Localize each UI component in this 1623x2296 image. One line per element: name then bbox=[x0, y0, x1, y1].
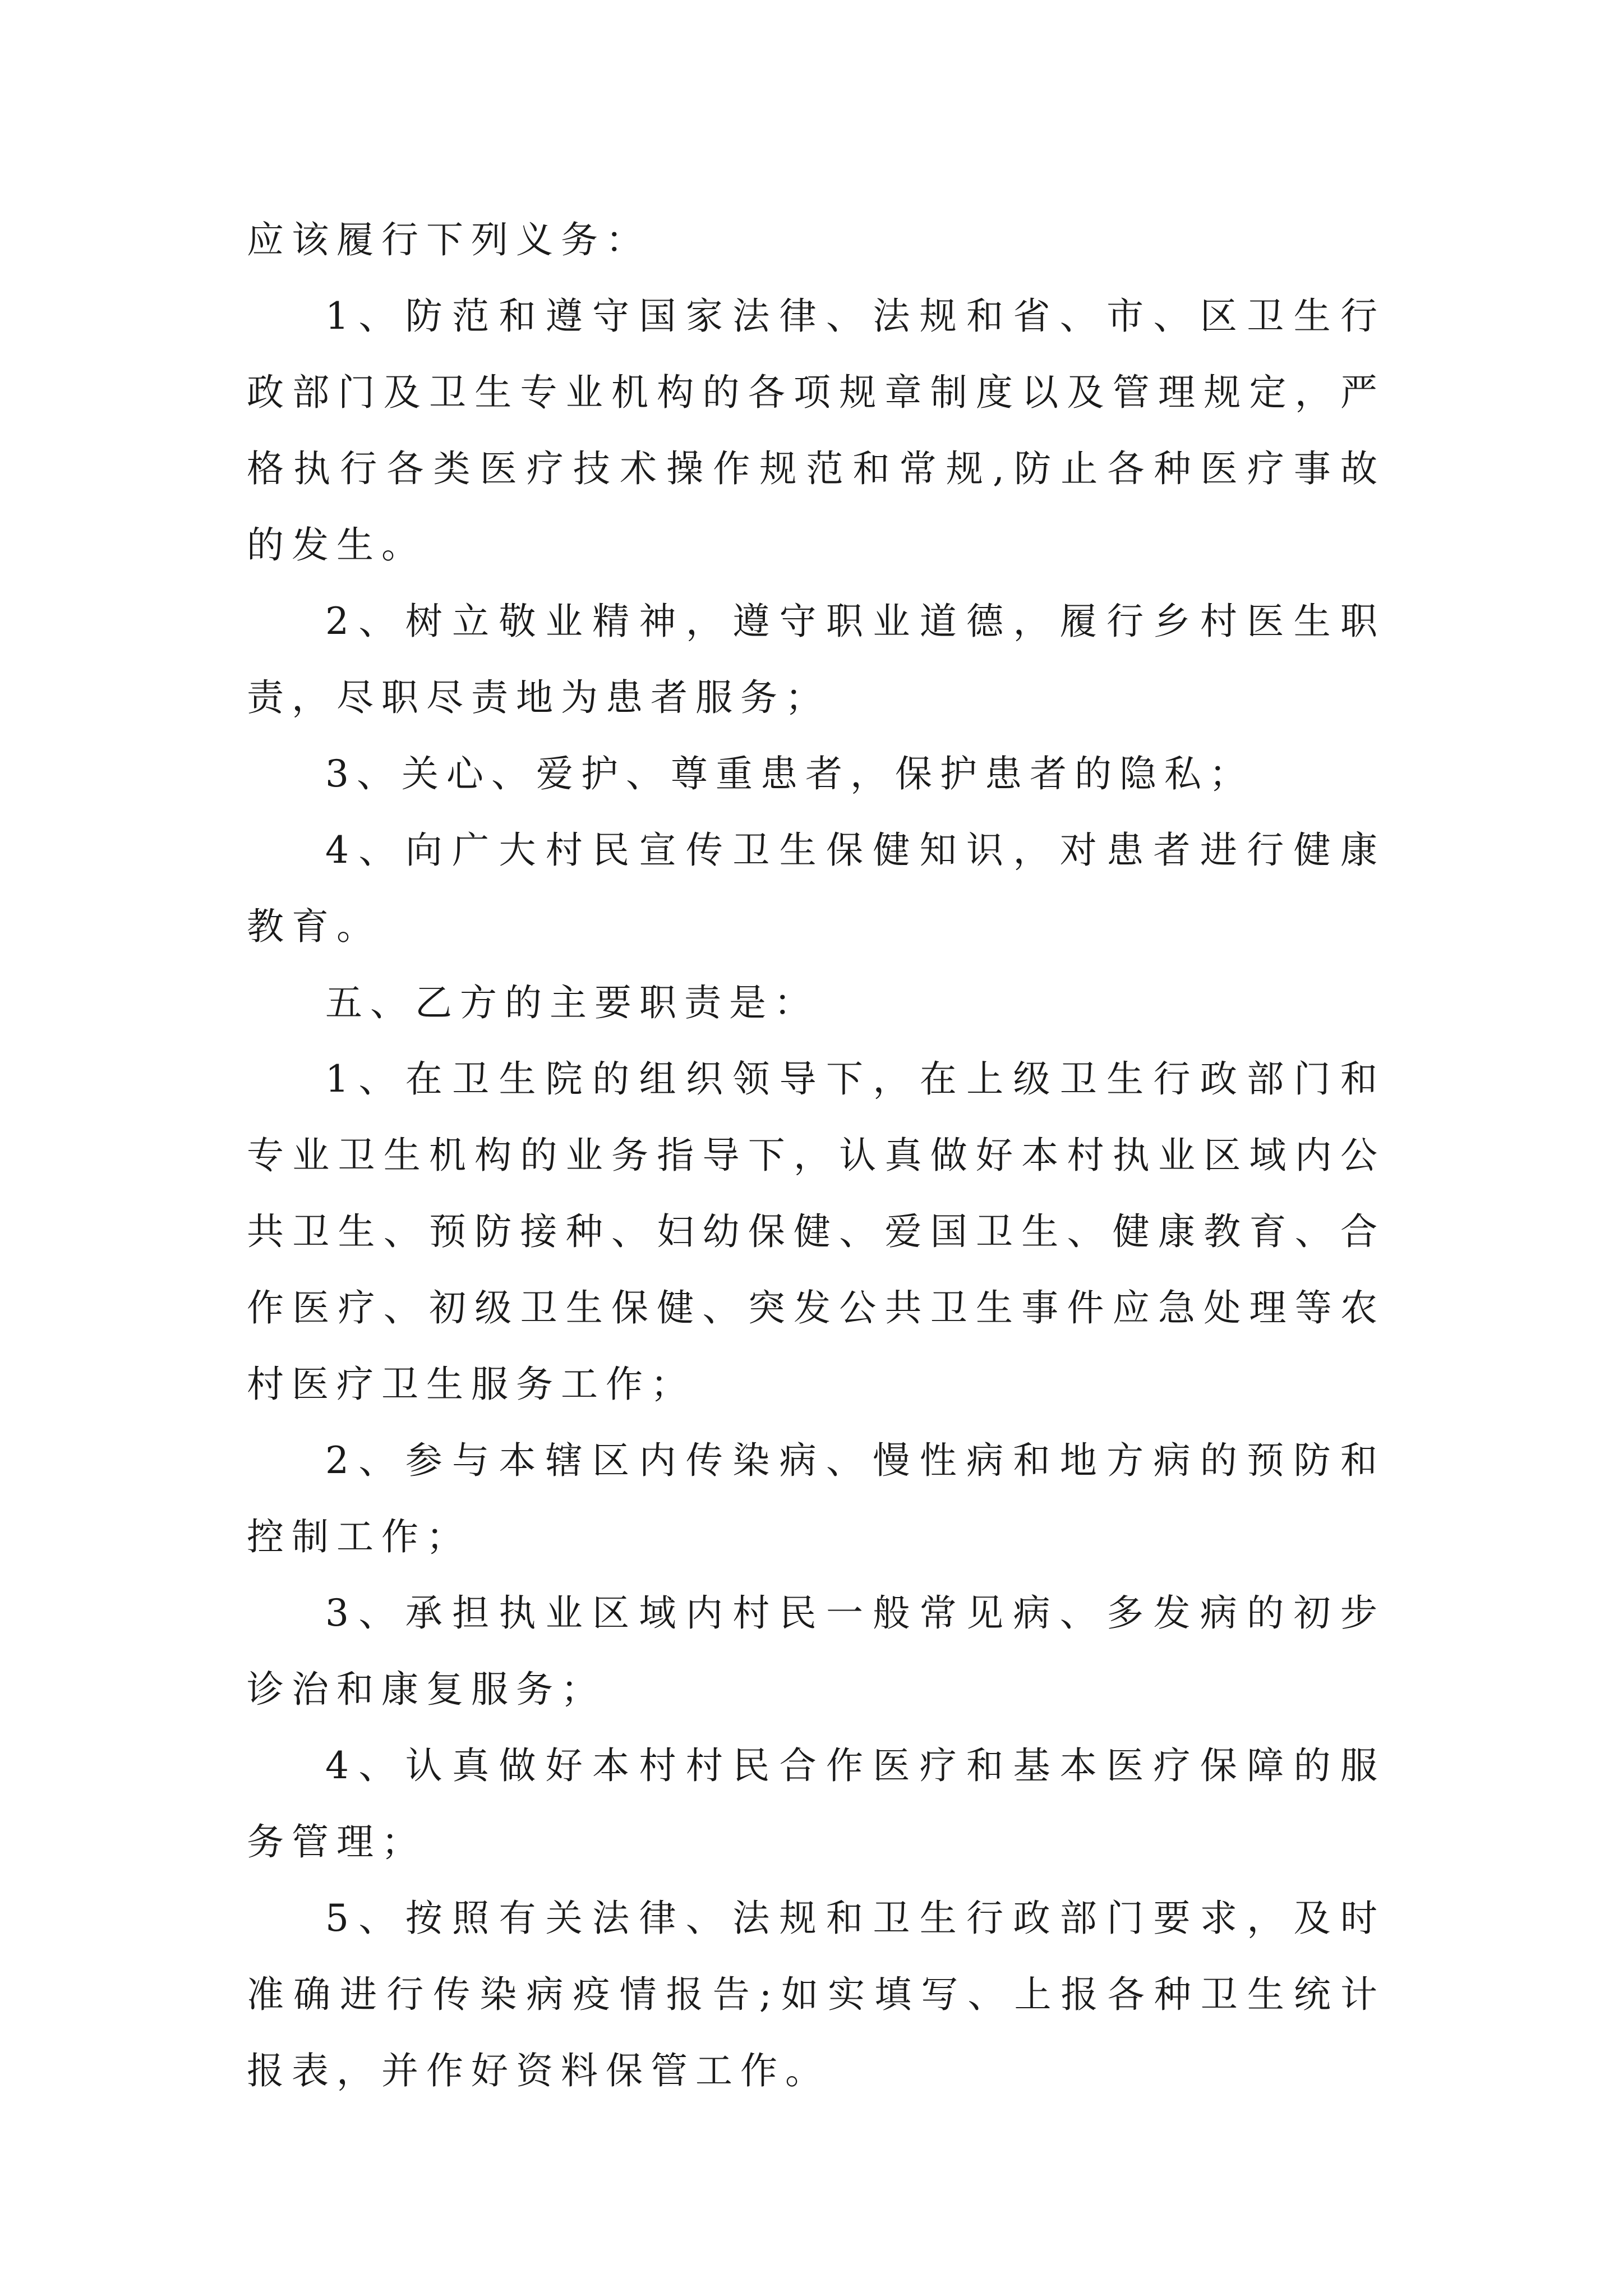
paragraph-responsibility-4: 4、认真做好本村村民合作医疗和基本医疗保障的服务管理； bbox=[247, 1744, 1385, 1864]
paragraph-responsibility-3: 3、承担执业区域内村民一般常见病、多发病的初步诊治和康复服务； bbox=[247, 1591, 1385, 1711]
paragraph-responsibility-2: 2、参与本辖区内传染病、慢性病和地方病的预防和控制工作； bbox=[247, 1439, 1385, 1558]
paragraph-duty-4: 4、向广大村民宣传卫生保健知识，对患者进行健康教育。 bbox=[247, 829, 1385, 948]
paragraph-duty-2: 2、树立敬业精神，遵守职业道德，履行乡村医生职责，尽职尽责地为患者服务； bbox=[247, 600, 1385, 719]
paragraph-duty-3: 3、关心、爱护、尊重患者，保护患者的隐私； bbox=[325, 752, 1254, 795]
document-body bbox=[247, 202, 1385, 2109]
paragraph-responsibility-1: 1、在卫生院的组织领导下，在上级卫生行政部门和专业卫生机构的业务指导下，认真做好本村执业区域内公共卫生、预防接种、妇幼保健、爱国卫生、健康教育、合作医疗、初级卫生保健、突发公共卫生事件应急处理等农村医疗卫生服务工作； bbox=[247, 1057, 1385, 1406]
paragraph-duty-1: 1、防范和遵守国家法律、法规和省、市、区卫生行政部门及卫生专业机构的各项规章制度以及管理规定，严格执行各类医疗技术操作规范和常规,防止各种医疗事故的发生。 bbox=[247, 295, 1385, 567]
section-heading-five: 五、乙方的主要职责是： bbox=[325, 981, 819, 1024]
paragraph-responsibility-5: 5、按照有关法律、法规和卫生行政部门要求，及时准确进行传染病疫情报告;如实填写、上报各种卫生统计报表，并作好资料保管工作。 bbox=[247, 1897, 1385, 2092]
paragraph-intro: 应该履行下列义务： bbox=[247, 218, 651, 261]
